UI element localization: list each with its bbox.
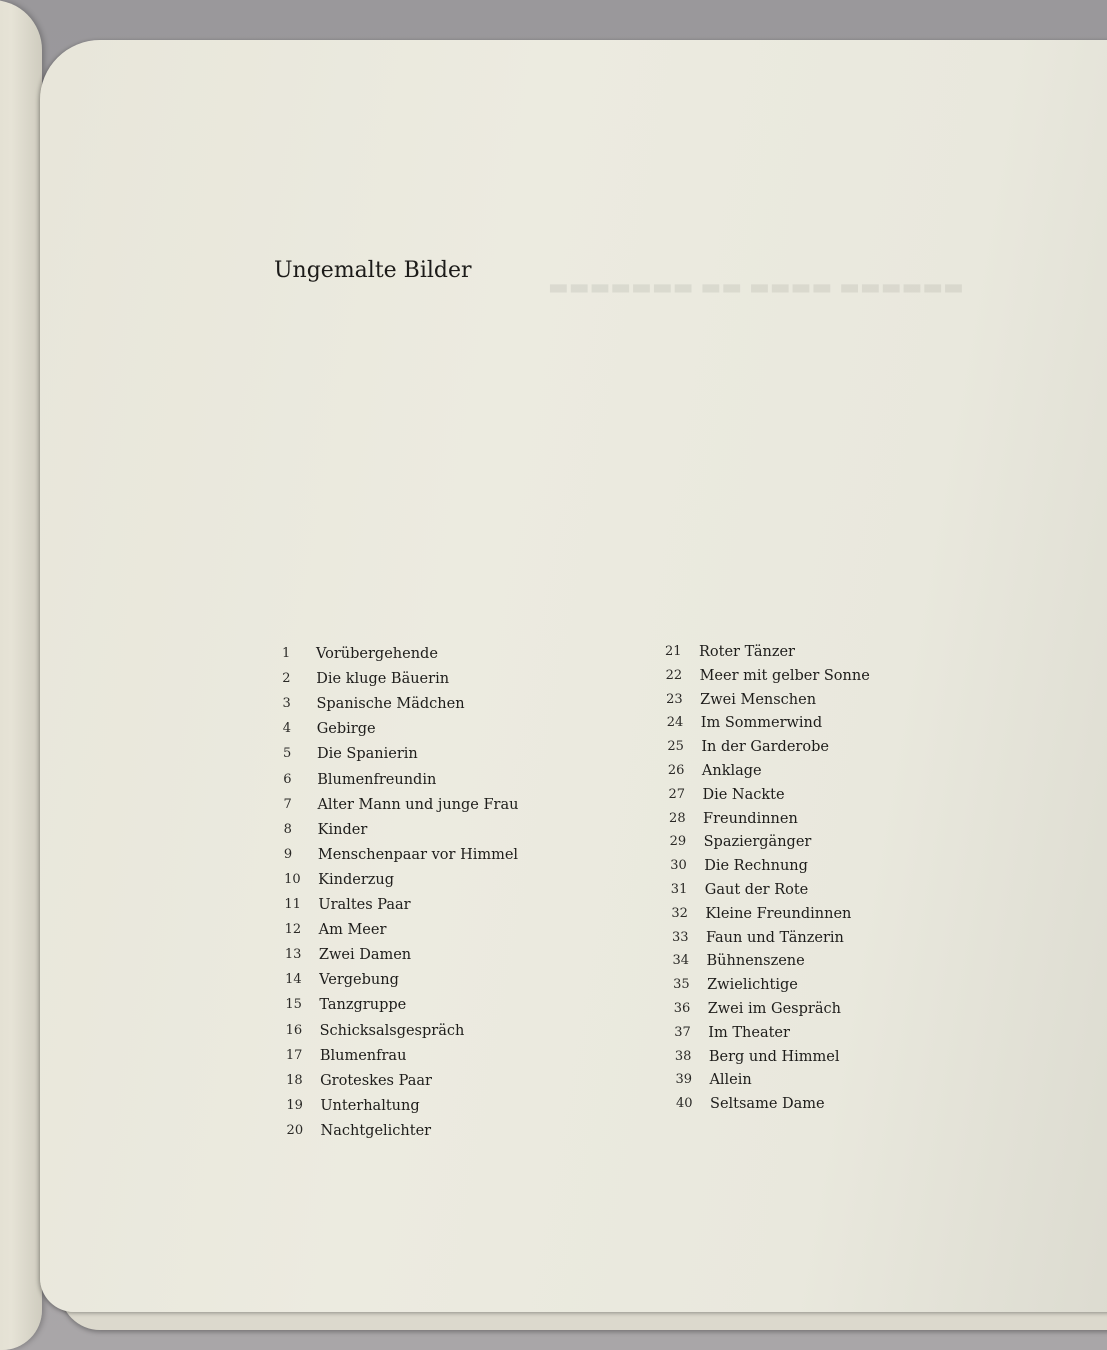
list-item-title: Schicksalsgespräch: [319, 1022, 465, 1039]
list-item-number: 25: [667, 739, 684, 755]
list-item-title: Unterhaltung: [320, 1097, 420, 1114]
list-item-number: 8: [283, 821, 292, 837]
list-item-title: Im Sommerwind: [700, 715, 823, 732]
list-item-number: 34: [672, 953, 690, 969]
list-item-title: Gaut der Rote: [704, 882, 809, 898]
list-item-number: 31: [670, 882, 688, 897]
list-item-title: In der Garderobe: [701, 739, 829, 756]
list-item-number: 38: [674, 1048, 692, 1064]
list-item-number: 18: [286, 1072, 303, 1088]
list-item-number: 35: [673, 977, 690, 993]
list-item-title: Berg und Himmel: [708, 1048, 840, 1065]
list-item-number: 24: [666, 715, 684, 731]
list-item-number: 27: [668, 786, 686, 802]
list-item-title: Uraltes Paar: [318, 897, 411, 913]
list-item-title: Blumenfrau: [319, 1047, 407, 1064]
list-item-title: Faun und Tänzerin: [705, 929, 844, 946]
list-item-title: Anklage: [701, 763, 762, 779]
list-item-title: Kinder: [317, 821, 368, 838]
list-item-number: 15: [285, 997, 302, 1013]
list-item-title: Nachtgelichter: [320, 1122, 432, 1139]
list-item-number: 13: [284, 947, 302, 963]
list-item-number: 12: [284, 922, 302, 938]
list-item-title: Menschenpaar vor Himmel: [317, 846, 519, 863]
list-item-number: 26: [667, 763, 685, 778]
list-item-number: 16: [285, 1022, 303, 1038]
list-item-number: 11: [284, 897, 301, 912]
list-item-title: Zwei im Gespräch: [707, 1001, 841, 1017]
list-item-number: 21: [665, 644, 682, 659]
list-item-title: Spaziergänger: [703, 834, 812, 851]
list-item-title: Am Meer: [318, 922, 387, 939]
list-item-title: Kleine Freundinnen: [705, 905, 852, 922]
list-item-number: 29: [669, 834, 687, 850]
list-item-title: Die Rechnung: [704, 858, 808, 875]
book-page: [40, 40, 1107, 1312]
list-item-title: Gebirge: [316, 721, 376, 738]
list-item-title: Allein: [709, 1072, 752, 1089]
list-item-number: 32: [671, 905, 688, 921]
list-item-number: 33: [671, 929, 689, 945]
list-item-title: Freundinnen: [703, 810, 798, 827]
list-item-number: 9: [283, 846, 293, 862]
list-item-title: Spanische Mädchen: [316, 696, 465, 713]
list-item-title: Roter Tänzer: [699, 644, 795, 660]
list-item-title: Blumenfreundin: [317, 771, 437, 788]
list-item-number: 37: [674, 1024, 691, 1040]
list-item-title: Zwielichtige: [707, 977, 798, 994]
list-item-title: Kinderzug: [318, 871, 395, 888]
list-item-number: 20: [286, 1122, 304, 1138]
list-item-number: 36: [673, 1001, 691, 1016]
list-item-title: Die kluge Bäuerin: [316, 671, 450, 688]
list-item-number: 4: [282, 721, 291, 737]
list-item-title: Zwei Menschen: [700, 691, 817, 708]
page-title: Ungemalte Bilder: [274, 258, 472, 283]
list-item-title: Groteskes Paar: [320, 1072, 432, 1089]
list-item-number: 5: [282, 746, 292, 762]
list-item-title: Zwei Damen: [318, 947, 412, 964]
list-item-number: 39: [675, 1072, 692, 1088]
show-through-text: ▬▬▬▬▬▬ ▬▬▬▬ ▬▬ ▬▬▬▬▬▬▬: [548, 275, 964, 300]
list-item-title: Vorübergehende: [316, 646, 438, 662]
list-item-number: 19: [286, 1097, 303, 1113]
list-item-number: 17: [285, 1047, 303, 1063]
list-item-number: 30: [670, 858, 687, 874]
left-page-edge: [0, 0, 42, 1350]
list-item-title: Vergebung: [319, 972, 399, 989]
list-item-number: 6: [283, 771, 292, 787]
list-item-number: 1: [282, 646, 291, 661]
list-item-title: Bühnenszene: [706, 953, 805, 970]
list-item-number: 28: [669, 810, 686, 826]
list-item-title: Im Theater: [708, 1024, 790, 1041]
list-item-number: 40: [676, 1096, 693, 1112]
list-item-number: 2: [282, 671, 291, 687]
list-item-number: 22: [665, 667, 683, 683]
list-item-number: 10: [284, 871, 301, 887]
list-item-title: Alter Mann und junge Frau: [317, 796, 519, 813]
list-item-number: 3: [282, 696, 291, 712]
list-item-title: Meer mit gelber Sonne: [699, 667, 870, 684]
list-item-number: 14: [285, 972, 302, 988]
list-item-number: 23: [666, 691, 683, 707]
list-item-title: Seltsame Dame: [710, 1096, 825, 1113]
list-item-title: Tanzgruppe: [319, 997, 407, 1014]
list-item-title: Die Spanierin: [316, 746, 418, 763]
list-item-number: 7: [283, 796, 292, 812]
list-item-title: Die Nackte: [702, 786, 785, 803]
